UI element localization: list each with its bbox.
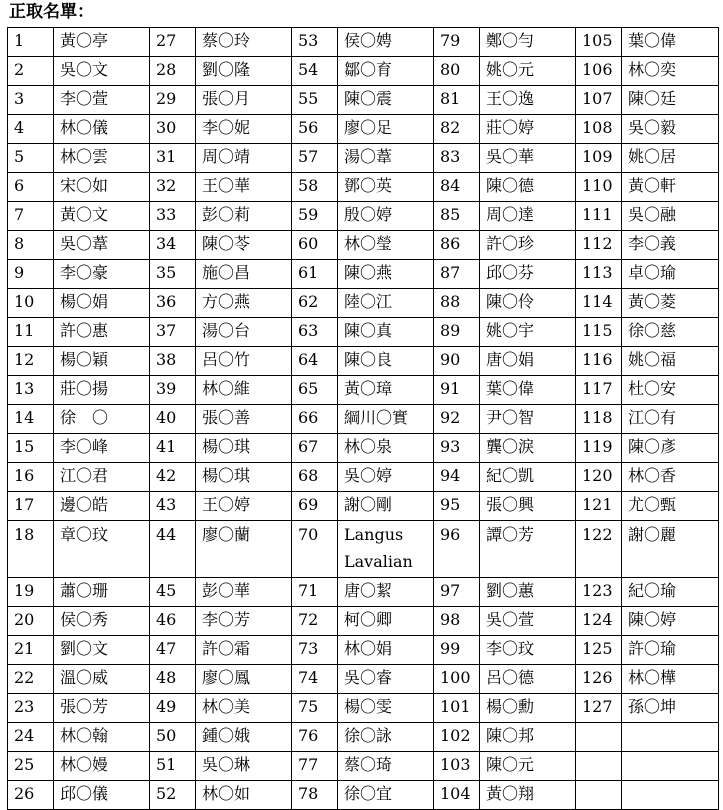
name-cell: 姚〇居 — [622, 144, 719, 173]
name-cell: 邱〇儀 — [54, 781, 150, 810]
row-number-cell: 105 — [576, 28, 622, 57]
name-cell: 綱川〇實 — [338, 405, 434, 434]
name-cell: 尤〇甄 — [622, 492, 719, 521]
name-cell: 劉〇隆 — [196, 57, 292, 86]
name-cell: 林〇儀 — [54, 115, 150, 144]
name-cell: 龔〇淚 — [480, 434, 576, 463]
name-cell: 楊〇穎 — [54, 347, 150, 376]
name-cell: 吳〇琳 — [196, 752, 292, 781]
row-number-cell: 34 — [150, 231, 196, 260]
table-row — [8, 723, 719, 752]
row-number-cell: 116 — [576, 347, 622, 376]
name-cell — [622, 723, 719, 752]
name-cell: 劉〇蕙 — [480, 578, 576, 607]
row-number-cell: 59 — [292, 202, 338, 231]
name-cell: 吳〇文 — [54, 57, 150, 86]
name-cell: 黃〇文 — [54, 202, 150, 231]
name-cell: 鄭〇勻 — [480, 28, 576, 57]
row-number-cell: 19 — [8, 578, 54, 607]
name-cell: 施〇昌 — [196, 260, 292, 289]
name-cell: 李〇豪 — [54, 260, 150, 289]
name-cell: 方〇燕 — [196, 289, 292, 318]
name-cell: 尹〇智 — [480, 405, 576, 434]
row-number-cell: 18 — [8, 521, 54, 578]
name-cell: 湯〇台 — [196, 318, 292, 347]
name-cell: 徐 〇 — [54, 405, 150, 434]
row-number-cell: 28 — [150, 57, 196, 86]
row-number-cell: 97 — [434, 578, 480, 607]
name-cell: 林〇奕 — [622, 57, 719, 86]
row-number-cell: 110 — [576, 173, 622, 202]
table-row — [8, 434, 719, 463]
row-number-cell: 81 — [434, 86, 480, 115]
name-cell: 陳〇伶 — [480, 289, 576, 318]
row-number-cell: 126 — [576, 665, 622, 694]
name-cell: 許〇珍 — [480, 231, 576, 260]
row-number-cell: 82 — [434, 115, 480, 144]
row-number-cell: 54 — [292, 57, 338, 86]
name-cell: 許〇惠 — [54, 318, 150, 347]
row-number-cell: 60 — [292, 231, 338, 260]
name-cell: 卓〇瑜 — [622, 260, 719, 289]
row-number-cell: 55 — [292, 86, 338, 115]
row-number-cell: 23 — [8, 694, 54, 723]
name-cell: 蕭〇珊 — [54, 578, 150, 607]
name-cell: 江〇有 — [622, 405, 719, 434]
row-number-cell: 88 — [434, 289, 480, 318]
name-cell: 王〇婷 — [196, 492, 292, 521]
name-cell: 杜〇安 — [622, 376, 719, 405]
row-number-cell: 65 — [292, 376, 338, 405]
name-cell: 唐〇絜 — [338, 578, 434, 607]
table-row — [8, 86, 719, 115]
row-number-cell — [576, 752, 622, 781]
row-number-cell: 108 — [576, 115, 622, 144]
name-cell: 林〇瑩 — [338, 231, 434, 260]
name-cell: Langus Lavalian — [338, 521, 434, 578]
row-number-cell: 74 — [292, 665, 338, 694]
table-row — [8, 463, 719, 492]
name-cell: 林〇如 — [196, 781, 292, 810]
row-number-cell: 37 — [150, 318, 196, 347]
name-cell: 林〇翰 — [54, 723, 150, 752]
name-cell: 林〇泉 — [338, 434, 434, 463]
name-cell: 周〇靖 — [196, 144, 292, 173]
row-number-cell: 56 — [292, 115, 338, 144]
row-number-cell: 38 — [150, 347, 196, 376]
row-number-cell: 117 — [576, 376, 622, 405]
name-cell: 黃〇菱 — [622, 289, 719, 318]
row-number-cell: 7 — [8, 202, 54, 231]
table-row — [8, 521, 719, 578]
row-number-cell: 47 — [150, 636, 196, 665]
row-number-cell: 42 — [150, 463, 196, 492]
row-number-cell: 3 — [8, 86, 54, 115]
name-cell: 莊〇婷 — [480, 115, 576, 144]
row-number-cell: 17 — [8, 492, 54, 521]
name-cell: 蔡〇琦 — [338, 752, 434, 781]
name-cell: 陳〇廷 — [622, 86, 719, 115]
name-cell: 陳〇真 — [338, 318, 434, 347]
table-row — [8, 231, 719, 260]
table-row — [8, 28, 719, 57]
name-cell: 陳〇良 — [338, 347, 434, 376]
row-number-cell: 114 — [576, 289, 622, 318]
row-number-cell: 24 — [8, 723, 54, 752]
table-row — [8, 376, 719, 405]
row-number-cell: 84 — [434, 173, 480, 202]
name-cell: 章〇玟 — [54, 521, 150, 578]
row-number-cell: 25 — [8, 752, 54, 781]
name-cell: 邱〇芬 — [480, 260, 576, 289]
table-row — [8, 173, 719, 202]
name-cell: 姚〇元 — [480, 57, 576, 86]
row-number-cell: 8 — [8, 231, 54, 260]
name-cell: 江〇君 — [54, 463, 150, 492]
name-cell: 李〇玟 — [480, 636, 576, 665]
name-cell: 林〇樺 — [622, 665, 719, 694]
row-number-cell: 99 — [434, 636, 480, 665]
row-number-cell: 87 — [434, 260, 480, 289]
name-cell: 柯〇卿 — [338, 607, 434, 636]
row-number-cell: 27 — [150, 28, 196, 57]
row-number-cell: 39 — [150, 376, 196, 405]
name-cell: 葉〇偉 — [480, 376, 576, 405]
row-number-cell: 93 — [434, 434, 480, 463]
name-cell: 吳〇葦 — [54, 231, 150, 260]
name-cell: 葉〇偉 — [622, 28, 719, 57]
name-cell: 楊〇琪 — [196, 434, 292, 463]
name-cell: 楊〇勳 — [480, 694, 576, 723]
row-number-cell: 44 — [150, 521, 196, 578]
row-number-cell: 92 — [434, 405, 480, 434]
name-cell: 廖〇足 — [338, 115, 434, 144]
row-number-cell: 124 — [576, 607, 622, 636]
row-number-cell: 50 — [150, 723, 196, 752]
row-number-cell: 33 — [150, 202, 196, 231]
name-cell: 林〇香 — [622, 463, 719, 492]
row-number-cell: 75 — [292, 694, 338, 723]
name-cell: 姚〇宇 — [480, 318, 576, 347]
row-number-cell: 104 — [434, 781, 480, 810]
name-cell: 宋〇如 — [54, 173, 150, 202]
row-number-cell: 31 — [150, 144, 196, 173]
row-number-cell: 96 — [434, 521, 480, 578]
row-number-cell: 98 — [434, 607, 480, 636]
row-number-cell: 121 — [576, 492, 622, 521]
row-number-cell: 36 — [150, 289, 196, 318]
row-number-cell: 72 — [292, 607, 338, 636]
name-cell: 黃〇翔 — [480, 781, 576, 810]
row-number-cell: 32 — [150, 173, 196, 202]
name-cell: 孫〇坤 — [622, 694, 719, 723]
name-cell: 吳〇華 — [480, 144, 576, 173]
row-number-cell: 86 — [434, 231, 480, 260]
row-number-cell: 122 — [576, 521, 622, 578]
name-cell: 徐〇詠 — [338, 723, 434, 752]
row-number-cell: 11 — [8, 318, 54, 347]
name-cell: 吳〇婷 — [338, 463, 434, 492]
row-number-cell: 15 — [8, 434, 54, 463]
row-number-cell: 4 — [8, 115, 54, 144]
name-cell: 林〇維 — [196, 376, 292, 405]
row-number-cell: 30 — [150, 115, 196, 144]
name-cell: 陳〇邦 — [480, 723, 576, 752]
row-number-cell — [576, 781, 622, 810]
row-number-cell: 69 — [292, 492, 338, 521]
name-cell: 張〇月 — [196, 86, 292, 115]
row-number-cell: 29 — [150, 86, 196, 115]
name-cell: 陳〇苓 — [196, 231, 292, 260]
name-cell: 紀〇凱 — [480, 463, 576, 492]
row-number-cell: 103 — [434, 752, 480, 781]
row-number-cell: 107 — [576, 86, 622, 115]
name-cell: 呂〇竹 — [196, 347, 292, 376]
row-number-cell: 6 — [8, 173, 54, 202]
name-cell: 謝〇剛 — [338, 492, 434, 521]
row-number-cell: 115 — [576, 318, 622, 347]
name-cell: 楊〇雯 — [338, 694, 434, 723]
name-cell: 吳〇毅 — [622, 115, 719, 144]
name-cell: 林〇娟 — [338, 636, 434, 665]
name-cell: 張〇善 — [196, 405, 292, 434]
name-cell: 彭〇華 — [196, 578, 292, 607]
row-number-cell: 119 — [576, 434, 622, 463]
table-row — [8, 578, 719, 607]
name-cell: 吳〇融 — [622, 202, 719, 231]
row-number-cell: 2 — [8, 57, 54, 86]
name-cell: 彭〇莉 — [196, 202, 292, 231]
name-cell: 李〇萱 — [54, 86, 150, 115]
roster-body — [8, 28, 719, 810]
name-cell: 黃〇亭 — [54, 28, 150, 57]
row-number-cell: 13 — [8, 376, 54, 405]
table-row — [8, 57, 719, 86]
name-cell: 周〇達 — [480, 202, 576, 231]
row-number-cell: 112 — [576, 231, 622, 260]
name-cell: 溫〇威 — [54, 665, 150, 694]
name-cell — [622, 781, 719, 810]
row-number-cell: 64 — [292, 347, 338, 376]
name-cell: 譚〇芳 — [480, 521, 576, 578]
name-cell: 陳〇彥 — [622, 434, 719, 463]
row-number-cell: 43 — [150, 492, 196, 521]
row-number-cell: 77 — [292, 752, 338, 781]
row-number-cell: 79 — [434, 28, 480, 57]
row-number-cell: 102 — [434, 723, 480, 752]
row-number-cell: 49 — [150, 694, 196, 723]
row-number-cell: 45 — [150, 578, 196, 607]
row-number-cell: 21 — [8, 636, 54, 665]
name-cell: 吳〇萱 — [480, 607, 576, 636]
name-cell: 鍾〇娥 — [196, 723, 292, 752]
table-row — [8, 289, 719, 318]
row-number-cell: 22 — [8, 665, 54, 694]
row-number-cell: 90 — [434, 347, 480, 376]
table-row — [8, 752, 719, 781]
row-number-cell: 68 — [292, 463, 338, 492]
name-cell: 廖〇蘭 — [196, 521, 292, 578]
row-number-cell: 63 — [292, 318, 338, 347]
row-number-cell: 94 — [434, 463, 480, 492]
row-number-cell: 26 — [8, 781, 54, 810]
name-cell: 徐〇宜 — [338, 781, 434, 810]
name-cell: 林〇雲 — [54, 144, 150, 173]
row-number-cell: 80 — [434, 57, 480, 86]
name-cell: 李〇芳 — [196, 607, 292, 636]
name-cell: 殷〇婷 — [338, 202, 434, 231]
table-row — [8, 665, 719, 694]
name-cell: 李〇峰 — [54, 434, 150, 463]
page-title: 正取名單： — [9, 2, 94, 22]
name-cell: 鄧〇英 — [338, 173, 434, 202]
row-number-cell: 41 — [150, 434, 196, 463]
row-number-cell: 16 — [8, 463, 54, 492]
name-cell: 黃〇軒 — [622, 173, 719, 202]
row-number-cell: 83 — [434, 144, 480, 173]
table-row — [8, 781, 719, 810]
name-cell: 紀〇瑜 — [622, 578, 719, 607]
table-row — [8, 694, 719, 723]
row-number-cell: 61 — [292, 260, 338, 289]
table-row — [8, 115, 719, 144]
name-cell — [622, 752, 719, 781]
name-cell: 王〇逸 — [480, 86, 576, 115]
name-cell: 許〇霜 — [196, 636, 292, 665]
row-number-cell: 10 — [8, 289, 54, 318]
row-number-cell: 20 — [8, 607, 54, 636]
row-number-cell: 78 — [292, 781, 338, 810]
name-cell: 陳〇燕 — [338, 260, 434, 289]
row-number-cell: 111 — [576, 202, 622, 231]
table-row — [8, 636, 719, 665]
name-cell: 李〇義 — [622, 231, 719, 260]
table-row — [8, 492, 719, 521]
table-row — [8, 260, 719, 289]
name-cell: 林〇美 — [196, 694, 292, 723]
row-number-cell: 46 — [150, 607, 196, 636]
row-number-cell: 106 — [576, 57, 622, 86]
row-number-cell: 109 — [576, 144, 622, 173]
name-cell: 邊〇皓 — [54, 492, 150, 521]
name-cell: 吳〇睿 — [338, 665, 434, 694]
row-number-cell: 66 — [292, 405, 338, 434]
name-cell: 張〇芳 — [54, 694, 150, 723]
row-number-cell: 89 — [434, 318, 480, 347]
row-number-cell: 95 — [434, 492, 480, 521]
row-number-cell: 113 — [576, 260, 622, 289]
name-cell: 李〇妮 — [196, 115, 292, 144]
row-number-cell: 57 — [292, 144, 338, 173]
row-number-cell: 125 — [576, 636, 622, 665]
name-cell: 楊〇琪 — [196, 463, 292, 492]
name-cell: 陳〇婷 — [622, 607, 719, 636]
name-cell: 徐〇慈 — [622, 318, 719, 347]
row-number-cell: 91 — [434, 376, 480, 405]
name-cell: 楊〇娟 — [54, 289, 150, 318]
table-row — [8, 405, 719, 434]
table-row — [8, 144, 719, 173]
name-cell: 謝〇麗 — [622, 521, 719, 578]
table-row — [8, 318, 719, 347]
row-number-cell: 12 — [8, 347, 54, 376]
row-number-cell: 101 — [434, 694, 480, 723]
row-number-cell: 62 — [292, 289, 338, 318]
row-number-cell: 9 — [8, 260, 54, 289]
row-number-cell: 58 — [292, 173, 338, 202]
name-cell: 林〇嫚 — [54, 752, 150, 781]
row-number-cell: 40 — [150, 405, 196, 434]
name-cell: 陳〇德 — [480, 173, 576, 202]
name-cell: 王〇華 — [196, 173, 292, 202]
table-row — [8, 202, 719, 231]
row-number-cell: 48 — [150, 665, 196, 694]
table-row — [8, 347, 719, 376]
name-cell: 唐〇娟 — [480, 347, 576, 376]
row-number-cell: 53 — [292, 28, 338, 57]
row-number-cell: 73 — [292, 636, 338, 665]
name-cell: 陸〇江 — [338, 289, 434, 318]
row-number-cell: 76 — [292, 723, 338, 752]
row-number-cell: 35 — [150, 260, 196, 289]
name-cell: 劉〇文 — [54, 636, 150, 665]
row-number-cell: 14 — [8, 405, 54, 434]
row-number-cell: 127 — [576, 694, 622, 723]
row-number-cell: 52 — [150, 781, 196, 810]
name-cell: 呂〇德 — [480, 665, 576, 694]
row-number-cell: 5 — [8, 144, 54, 173]
row-number-cell: 118 — [576, 405, 622, 434]
name-cell: 蔡〇玲 — [196, 28, 292, 57]
row-number-cell: 71 — [292, 578, 338, 607]
name-cell: 鄒〇育 — [338, 57, 434, 86]
row-number-cell: 123 — [576, 578, 622, 607]
row-number-cell: 67 — [292, 434, 338, 463]
name-cell: 黃〇璋 — [338, 376, 434, 405]
name-cell: 姚〇福 — [622, 347, 719, 376]
name-cell: 陳〇元 — [480, 752, 576, 781]
row-number-cell: 1 — [8, 28, 54, 57]
row-number-cell: 70 — [292, 521, 338, 578]
name-cell: 侯〇秀 — [54, 607, 150, 636]
name-cell: 侯〇娉 — [338, 28, 434, 57]
row-number-cell: 120 — [576, 463, 622, 492]
name-cell: 許〇瑜 — [622, 636, 719, 665]
table-row — [8, 607, 719, 636]
name-cell: 陳〇震 — [338, 86, 434, 115]
name-cell: 張〇興 — [480, 492, 576, 521]
name-cell: 湯〇葦 — [338, 144, 434, 173]
row-number-cell: 100 — [434, 665, 480, 694]
row-number-cell — [576, 723, 622, 752]
admission-list-table — [7, 27, 719, 810]
row-number-cell: 51 — [150, 752, 196, 781]
name-cell: 廖〇鳳 — [196, 665, 292, 694]
name-cell: 莊〇揚 — [54, 376, 150, 405]
row-number-cell: 85 — [434, 202, 480, 231]
